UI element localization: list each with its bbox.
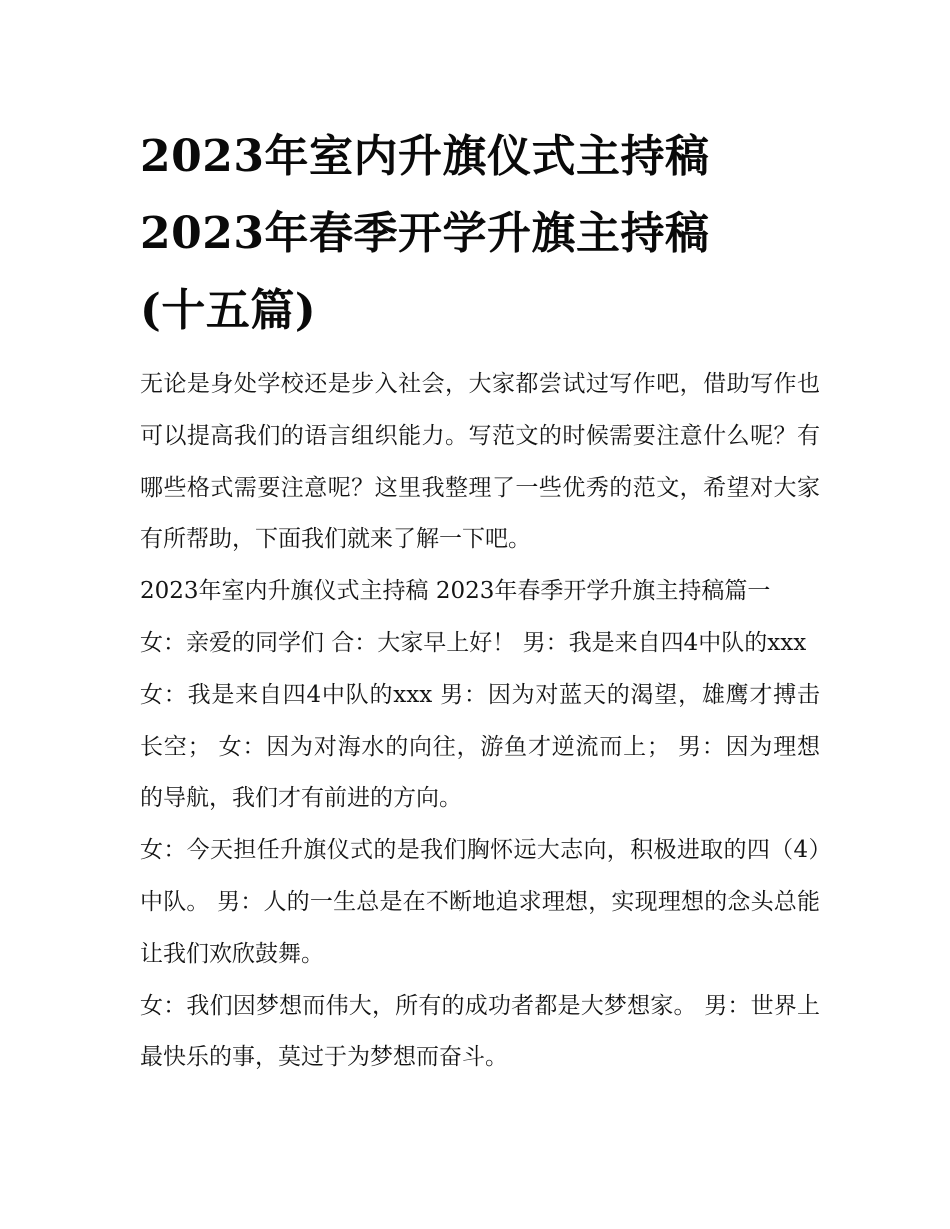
dialogue-paragraph-3: 女：今天担任升旗仪式的是我们胸怀远大志向，积极进取的四（4）中队。 男：人的一生总是在不断地追求理想，实现理想的念头总能让我们欢欣鼓舞。 — [140, 837, 820, 967]
title-line-3: (十五篇) — [140, 285, 317, 336]
document-title — [140, 118, 820, 349]
document-body — [140, 359, 820, 1084]
dialogue-paragraph-1: 女：亲爱的同学们 合：大家早上好！ 男：我是来自四4中队的xxx — [140, 629, 807, 656]
title-line-2: 2023年春季开学升旗主持稿 — [140, 208, 710, 259]
title-line-1: 2023年室内升旗仪式主持稿 — [140, 131, 710, 182]
dialogue-paragraph-4: 女：我们因梦想而伟大，所有的成功者都是大梦想家。 男：世界上最快乐的事，莫过于为梦想而奋斗。 — [140, 992, 820, 1071]
document-page — [140, 118, 820, 1084]
dialogue-paragraph-2: 女：我是来自四4中队的xxx 男：因为对蓝天的渴望，雄鹰才搏击长空； 女：因为对海水的向往，游鱼才逆流而上； 男：因为理想的导航，我们才有前进的方向。 — [140, 681, 820, 812]
section-heading-paragraph: 2023年室内升旗仪式主持稿 2023年春季开学升旗主持稿篇一 — [140, 578, 771, 605]
intro-paragraph: 无论是身处学校还是步入社会，大家都尝试过写作吧，借助写作也可以提高我们的语言组织能力。写范文的时候需要注意什么呢？有哪些格式需要注意呢？这里我整理了一些优秀的范文，希望对大家有所帮助，下面我们就来了解一下吧。 — [140, 371, 820, 553]
